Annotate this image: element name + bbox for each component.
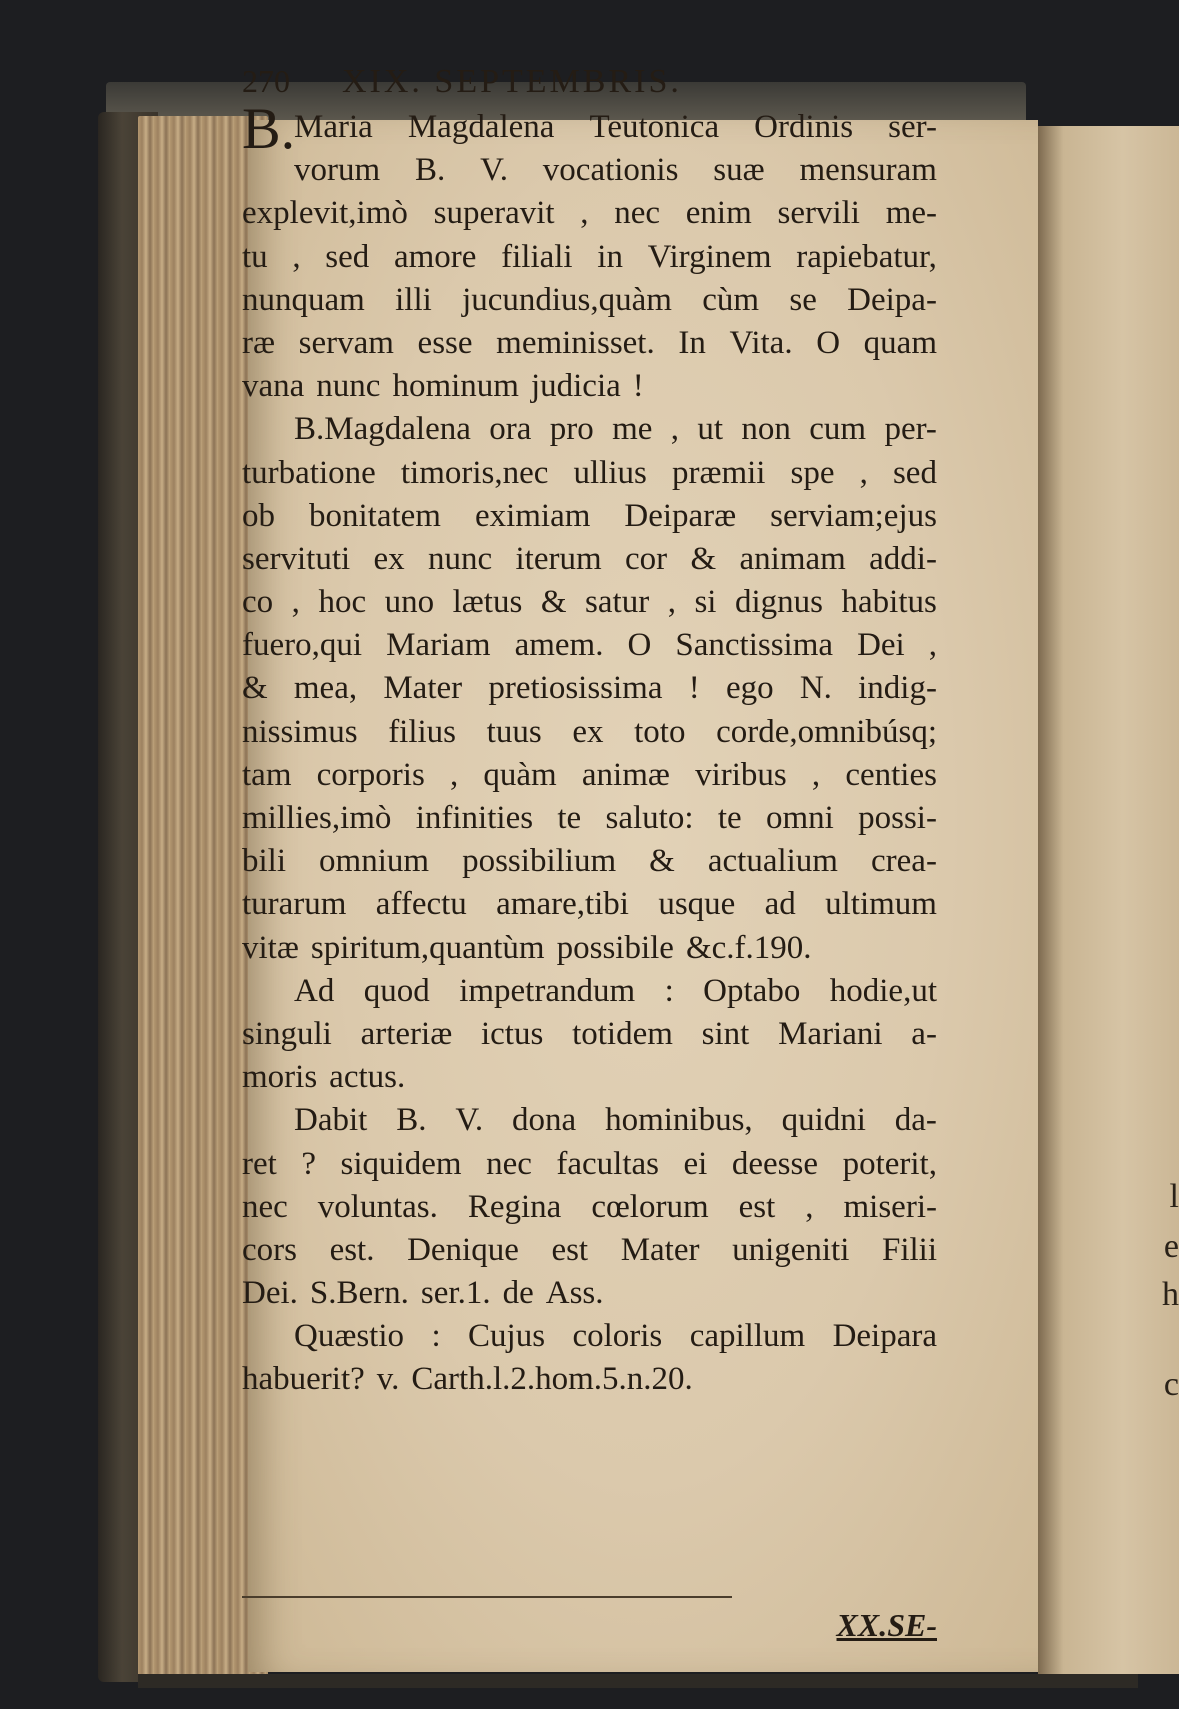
next-page-edge — [1038, 126, 1179, 1674]
text-line: habuerit? v. Carth.l.2.hom.5.n.20. — [242, 1361, 693, 1398]
text-line: cors est. Denique est Mater unigeniti Filii — [242, 1231, 937, 1268]
text-line: turarum affectu amare,tibi usque ad ultimum — [242, 886, 937, 923]
next-page-fragment: h — [1162, 1276, 1179, 1313]
drop-cap: B. — [242, 96, 296, 161]
page-text — [242, 60, 937, 1643]
text-line: millies,imò infinities te saluto: te omni possi- — [242, 800, 937, 836]
text-line: vana nunc hominum judicia ! — [242, 368, 644, 405]
catchword: XX.SE- — [836, 1607, 937, 1643]
text-line: vorum B. V. vocationis suæ mensuram — [294, 152, 937, 189]
text-line: ræ servam esse meminisset. In Vita. O quam — [242, 324, 937, 361]
body-text — [242, 106, 937, 1402]
text-line: B.Magdalena ora pro me , ut non cum per- — [294, 411, 937, 448]
text-line: Ad quod impetrandum : Optabo hodie,ut — [294, 972, 937, 1009]
text-line: explevit,imò superavit , nec enim servili me- — [242, 195, 937, 232]
next-page-fragment: e — [1163, 1228, 1179, 1265]
text-line: nec voluntas. Regina cœlorum est , miseri- — [242, 1188, 937, 1225]
running-head: XIX. SEPTEMBRIS. — [342, 63, 682, 100]
text-line: ret ? siquidem nec facultas ei deesse poterit, — [242, 1145, 937, 1182]
next-page-fragment: c — [1163, 1366, 1179, 1403]
book-bottom-cover — [138, 1674, 1138, 1688]
text-line: co , hoc uno lætus & satur , si dignus habitus — [242, 584, 937, 621]
text-line: turbatione timoris,nec ullius præmii spe , sed — [242, 454, 937, 491]
text-line: servituti ex nunc iterum cor & animam addi- — [242, 540, 937, 577]
text-line: fuero,qui Mariam amem. O Sanctissima Dei , — [242, 627, 937, 664]
page-number: 270 — [242, 63, 290, 99]
text-line: tu , sed amore filiali in Virginem rapiebatur, — [242, 238, 937, 275]
text-line: & mea, Mater pretiosissima ! ego N. indig- — [242, 670, 937, 707]
text-line: nunquam illi jucundius,quàm cùm se Deipa- — [242, 281, 937, 318]
footer-rule — [242, 1596, 732, 1598]
text-line: Quæstio : Cujus coloris capillum Deipara — [294, 1318, 937, 1355]
text-line: ob bonitatem eximiam Deiparæ serviam;ejus — [242, 497, 937, 534]
text-line: vitæ spiritum,quantùm possibile &c.f.190. — [242, 929, 812, 966]
page-header — [242, 60, 937, 106]
text-line: Maria Magdalena Teutonica Ordinis ser- — [294, 109, 937, 145]
text-line: tam corporis , quàm animæ viribus , centies — [242, 756, 937, 793]
text-line: Dabit B. V. dona hominibus, quidni da- — [294, 1102, 937, 1139]
text-line: singuli arteriæ ictus totidem sint Mariani a- — [242, 1015, 937, 1052]
text-line: Dei. S.Bern. ser.1. de Ass. — [242, 1275, 604, 1312]
text-line: bili omnium possibilium & actualium crea- — [242, 843, 937, 880]
text-line: moris actus. — [242, 1059, 406, 1096]
text-line: nissimus filius tuus ex toto corde,omnibúsq; — [242, 713, 937, 750]
next-page-fragment: l — [1169, 1178, 1179, 1215]
